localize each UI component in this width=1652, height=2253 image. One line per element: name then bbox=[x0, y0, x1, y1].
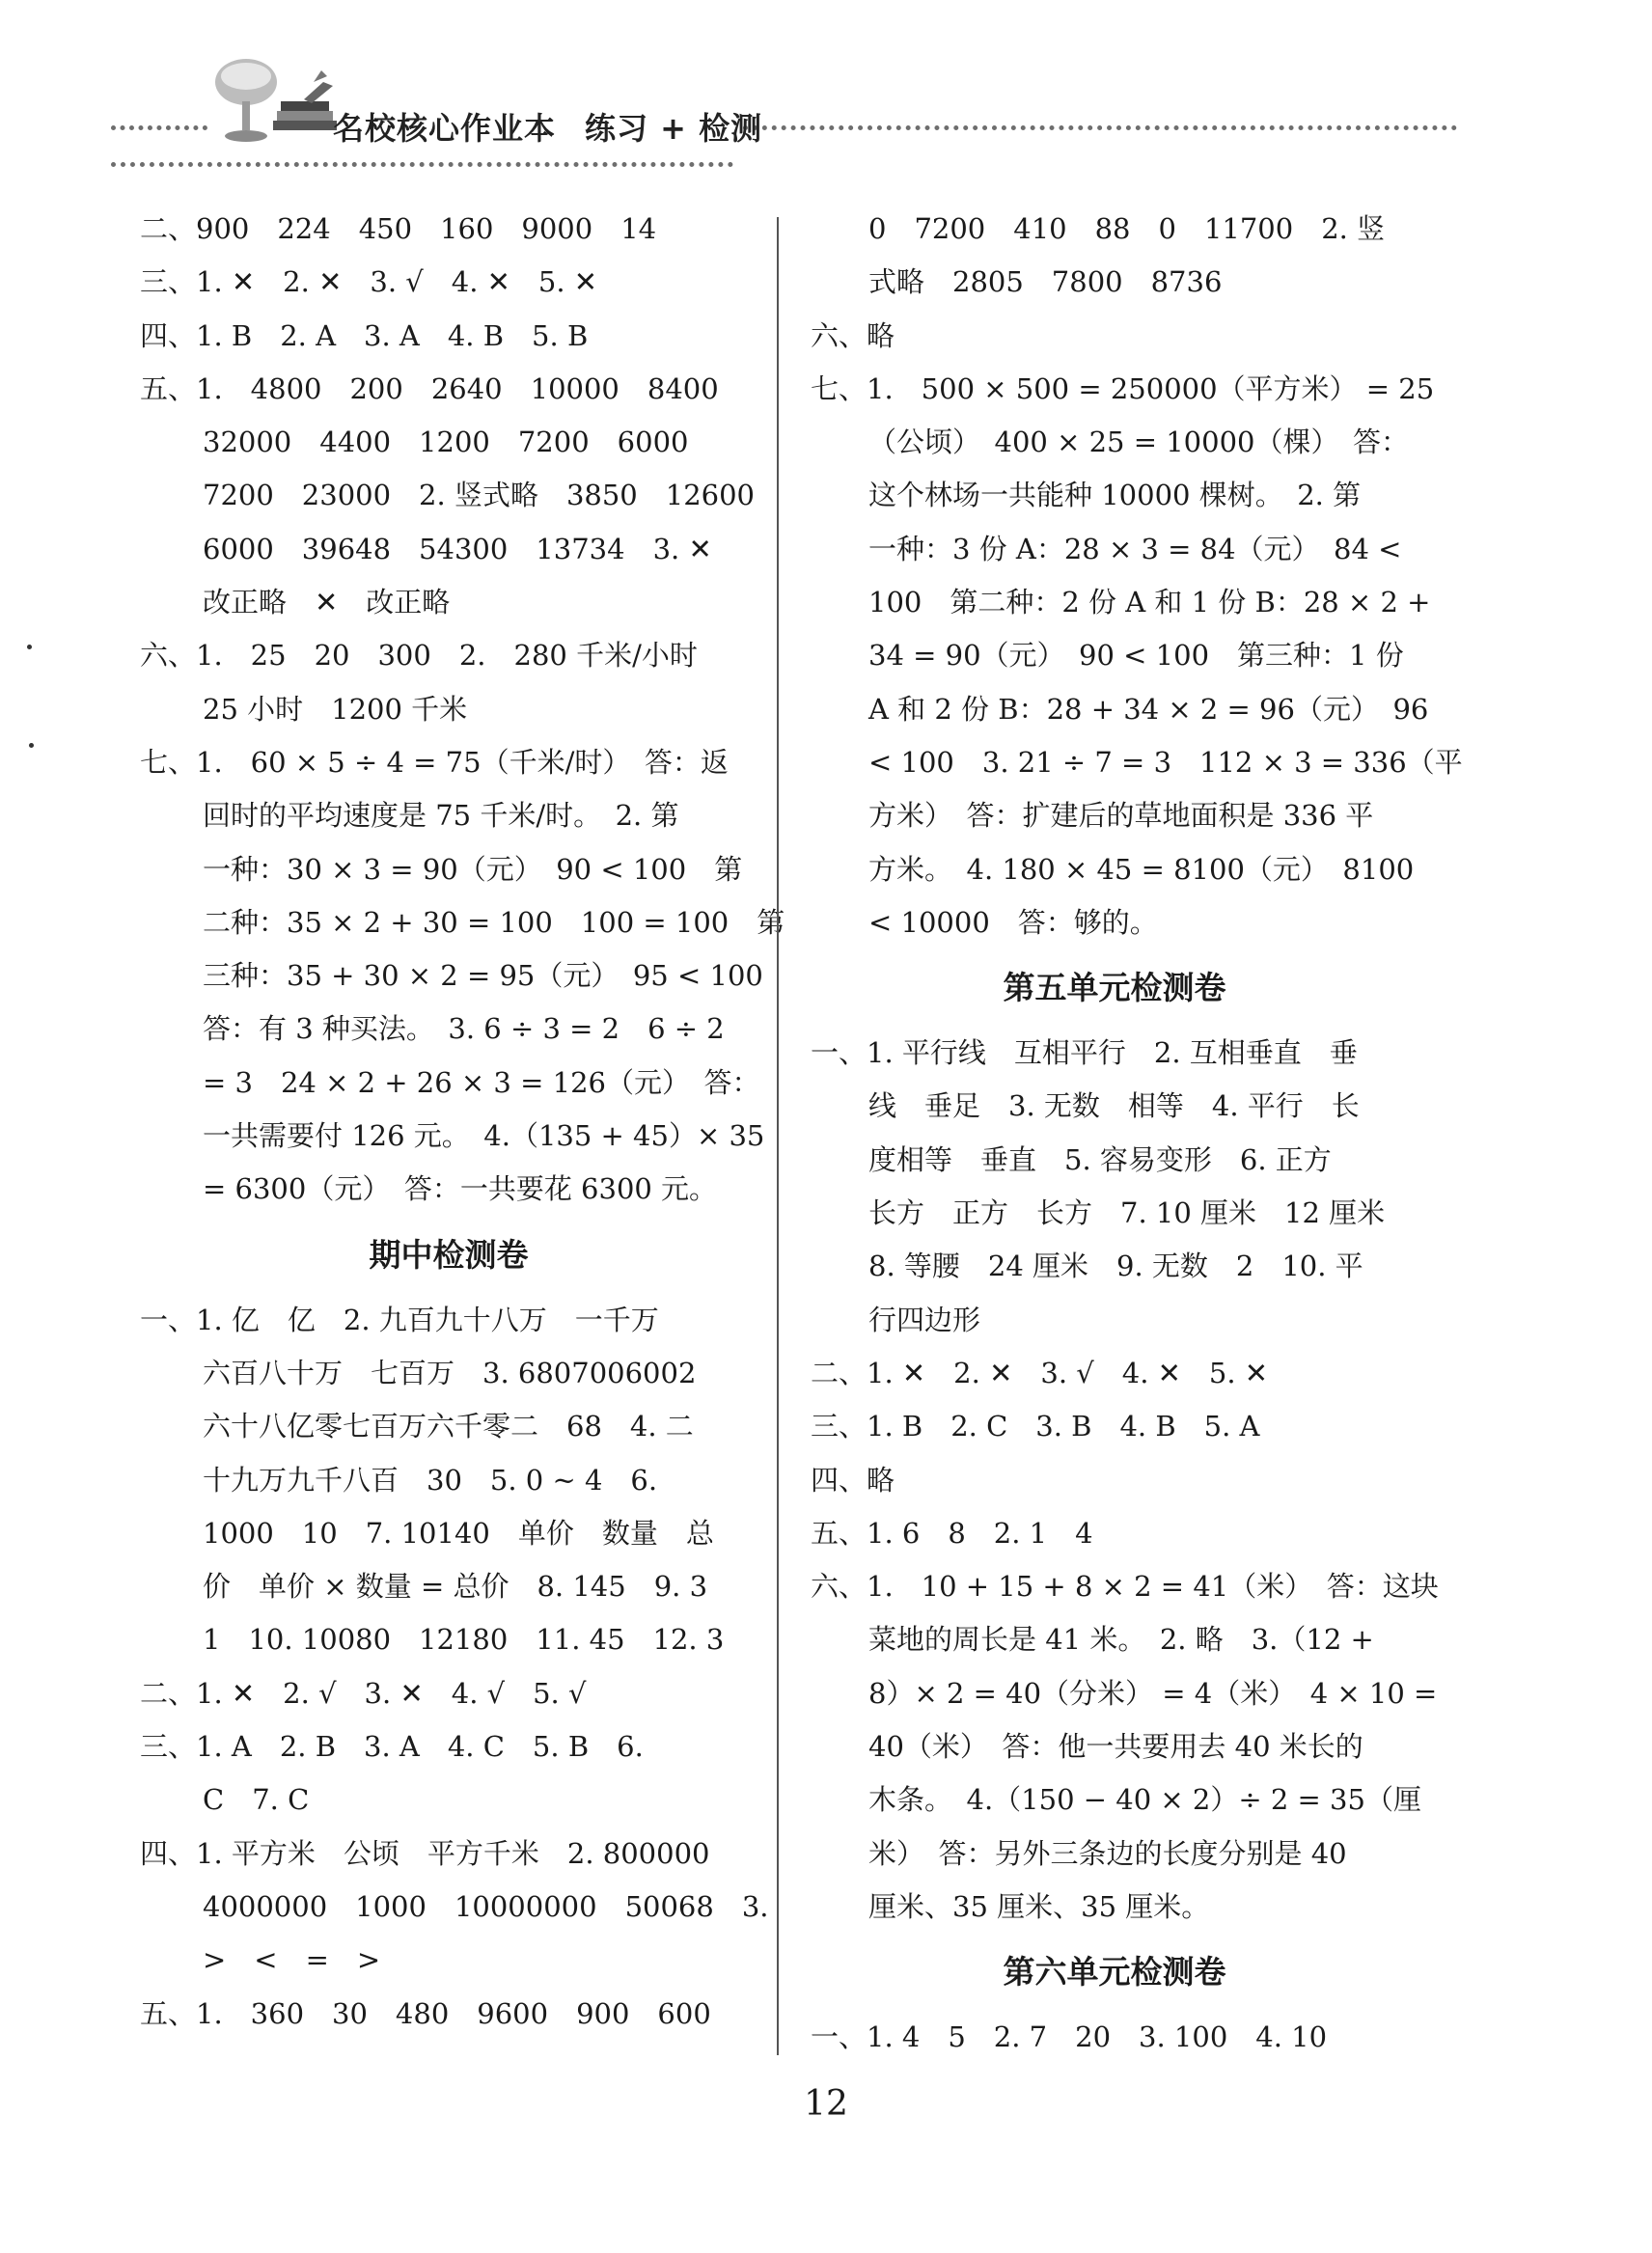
answer-line-continued: 线 垂足 3. 无数 相等 4. 平行 长 bbox=[868, 1089, 1360, 1123]
answer-line-continued: 厘米、35 厘米、35 厘米。 bbox=[868, 1889, 1210, 1923]
header-dotted-rule-left bbox=[111, 125, 207, 130]
header-dotted-rule-lower bbox=[111, 162, 733, 167]
answer-line-continued: 1 10. 10080 12180 11. 45 12. 3 bbox=[203, 1623, 725, 1657]
answer-line-continued: 7200 23000 2. 竖式略 3850 12600 bbox=[203, 479, 755, 512]
answer-line-continued: 6000 39648 54300 13734 3. ✕ bbox=[203, 532, 712, 565]
answer-line: 五、1. 4800 200 2640 10000 8400 bbox=[140, 371, 719, 405]
lamp-and-books-icon bbox=[198, 53, 343, 150]
answer-line-continued: 二种：35 × 2 + 30 = 100 100 = 100 第 bbox=[203, 905, 785, 939]
column-divider bbox=[777, 217, 779, 2055]
answer-line-continued: 度相等 垂直 5. 容易变形 6. 正方 bbox=[868, 1142, 1332, 1176]
answer-line-continued: 十九万九千八百 30 5. 0 ~ 4 6. bbox=[203, 1463, 658, 1497]
answer-line: 六、略 bbox=[811, 318, 895, 352]
margin-mark bbox=[29, 743, 34, 748]
answer-line: 二、900 224 450 160 9000 14 bbox=[140, 212, 657, 245]
answer-line: 五、1. 360 30 480 9600 900 600 bbox=[140, 1996, 711, 2030]
answer-line: 六、1. 25 20 300 2. 280 千米/小时 bbox=[140, 639, 698, 673]
answer-line: 五、1. 6 8 2. 1 4 bbox=[811, 1516, 1093, 1550]
answer-column-left bbox=[140, 203, 785, 2041]
answer-line-continued: 8）× 2 = 40（分米） = 4（米） 4 × 10 = bbox=[868, 1676, 1438, 1710]
answer-line-continued: 一共需要付 126 元。 4.（135 + 45）× 35 bbox=[203, 1119, 765, 1153]
answer-line-continued: 100 第二种：2 份 A 和 1 份 B：28 × 2 + bbox=[868, 586, 1431, 619]
answer-line: 三、1. ✕ 2. ✕ 3. √ 4. ✕ 5. ✕ bbox=[140, 265, 598, 299]
page-number: 12 bbox=[804, 2084, 848, 2124]
answer-line: 四、1. B 2. A 3. A 4. B 5. B bbox=[140, 318, 589, 352]
answer-line-continued: （公顷） 400 × 25 = 10000（棵） 答： bbox=[868, 426, 1409, 459]
answer-line-continued: = 3 24 × 2 + 26 × 3 = 126（元） 答： bbox=[203, 1065, 760, 1099]
answer-line-continued: 三种：35 + 30 × 2 = 95（元） 95 < 100 bbox=[203, 959, 763, 993]
answer-line-continued: 0 7200 410 88 0 11700 2. 竖 bbox=[868, 212, 1386, 245]
answer-line: 四、略 bbox=[811, 1463, 895, 1497]
answer-line-continued: 32000 4400 1200 7200 6000 bbox=[203, 426, 689, 459]
answer-line-continued: 40（米） 答：他一共要用去 40 米长的 bbox=[868, 1730, 1363, 1764]
answer-line-continued: = 6300（元） 答：一共要花 6300 元。 bbox=[203, 1172, 718, 1206]
answer-line-continued: > < = > bbox=[203, 1943, 381, 1977]
answer-line: 一、1. 平行线 互相平行 2. 互相垂直 垂 bbox=[811, 1036, 1358, 1070]
answer-line: 六、1. 10 + 15 + 8 × 2 = 41（米） 答：这块 bbox=[811, 1570, 1439, 1604]
answer-line: 一、1. 4 5 2. 7 20 3. 100 4. 10 bbox=[811, 2020, 1328, 2054]
page-header bbox=[0, 0, 1652, 183]
answer-line-continued: 34 = 90（元） 90 < 100 第三种：1 份 bbox=[868, 639, 1404, 673]
answer-line-continued: 答：有 3 种买法。 3. 6 ÷ 3 = 2 6 ÷ 2 bbox=[203, 1012, 725, 1046]
answer-line-continued: 一种：3 份 A：28 × 3 = 84（元） 84 < bbox=[868, 532, 1402, 565]
answer-line-continued: 六百八十万 七百万 3. 6807006002 bbox=[203, 1356, 697, 1389]
answer-line-continued: 改正略 ✕ 改正略 bbox=[203, 586, 451, 619]
section-title: 第六单元检测卷 bbox=[1003, 1953, 1226, 1992]
answer-line: 一、1. 亿 亿 2. 九百九十八万 一千万 bbox=[140, 1303, 659, 1336]
answer-line: 三、1. A 2. B 3. A 4. C 5. B 6. bbox=[140, 1730, 644, 1764]
answer-line-continued: 这个林场一共能种 10000 棵树。 2. 第 bbox=[868, 479, 1362, 512]
header-dotted-rule-right bbox=[743, 125, 1457, 130]
answer-line-continued: 方米。 4. 180 × 45 = 8100（元） 8100 bbox=[868, 852, 1415, 886]
answer-line-continued: 1000 10 7. 10140 单价 数量 总 bbox=[203, 1516, 714, 1550]
answer-line-continued: 8. 等腰 24 厘米 9. 无数 2 10. 平 bbox=[868, 1250, 1363, 1283]
book-subtitle: 练习 + 检测 bbox=[585, 110, 763, 147]
answer-line-continued: 行四边形 bbox=[868, 1303, 981, 1336]
answer-line-continued: A 和 2 份 B：28 + 34 × 2 = 96（元） 96 bbox=[868, 692, 1429, 726]
answer-line: 二、1. ✕ 2. ✕ 3. √ 4. ✕ 5. ✕ bbox=[811, 1356, 1269, 1389]
section-title: 期中检测卷 bbox=[369, 1235, 529, 1274]
answer-line: 三、1. B 2. C 3. B 4. B 5. A bbox=[811, 1410, 1260, 1443]
answer-line-continued: 25 小时 1200 千米 bbox=[203, 692, 468, 726]
answer-line-continued: 4000000 1000 10000000 50068 3. bbox=[203, 1889, 769, 1923]
answer-line-continued: < 100 3. 21 ÷ 7 = 3 112 × 3 = 336（平 bbox=[868, 745, 1463, 779]
answer-line: 四、1. 平方米 公顷 平方千米 2. 800000 bbox=[140, 1836, 710, 1870]
header-title bbox=[333, 104, 762, 149]
answer-line-continued: 木条。 4.（150 − 40 × 2）÷ 2 = 35（厘 bbox=[868, 1783, 1421, 1817]
answer-line: 二、1. ✕ 2. √ 3. ✕ 4. √ 5. √ bbox=[140, 1676, 587, 1710]
answer-line-continued: 回时的平均速度是 75 千米/时。 2. 第 bbox=[203, 799, 679, 833]
answer-line-continued: 菜地的周长是 41 米。 2. 略 3.（12 + bbox=[868, 1623, 1374, 1657]
book-title: 名校核心作业本 bbox=[333, 110, 557, 147]
answer-line-continued: 长方 正方 长方 7. 10 厘米 12 厘米 bbox=[868, 1196, 1386, 1230]
answer-line-continued: C 7. C bbox=[203, 1783, 310, 1817]
answer-line-continued: 价 单价 × 数量 = 总价 8. 145 9. 3 bbox=[203, 1570, 708, 1604]
answer-line-continued: 方米） 答：扩建后的草地面积是 336 平 bbox=[868, 799, 1374, 833]
answer-line-continued: 米） 答：另外三条边的长度分别是 40 bbox=[868, 1836, 1347, 1870]
answer-line-continued: 一种：30 × 3 = 90（元） 90 < 100 第 bbox=[203, 852, 743, 886]
section-title: 第五单元检测卷 bbox=[1003, 969, 1226, 1007]
answer-line-continued: < 10000 答：够的。 bbox=[868, 905, 1158, 939]
answer-line-continued: 式略 2805 7800 8736 bbox=[868, 265, 1223, 299]
answer-line: 七、1. 60 × 5 ÷ 4 = 75（千米/时） 答：返 bbox=[140, 745, 729, 779]
answer-line-continued: 六十八亿零七百万六千零二 68 4. 二 bbox=[203, 1410, 694, 1443]
answer-column-right bbox=[811, 203, 1463, 2065]
margin-mark bbox=[27, 645, 32, 649]
answer-line: 七、1. 500 × 500 = 250000（平方米） = 25 bbox=[811, 371, 1435, 405]
